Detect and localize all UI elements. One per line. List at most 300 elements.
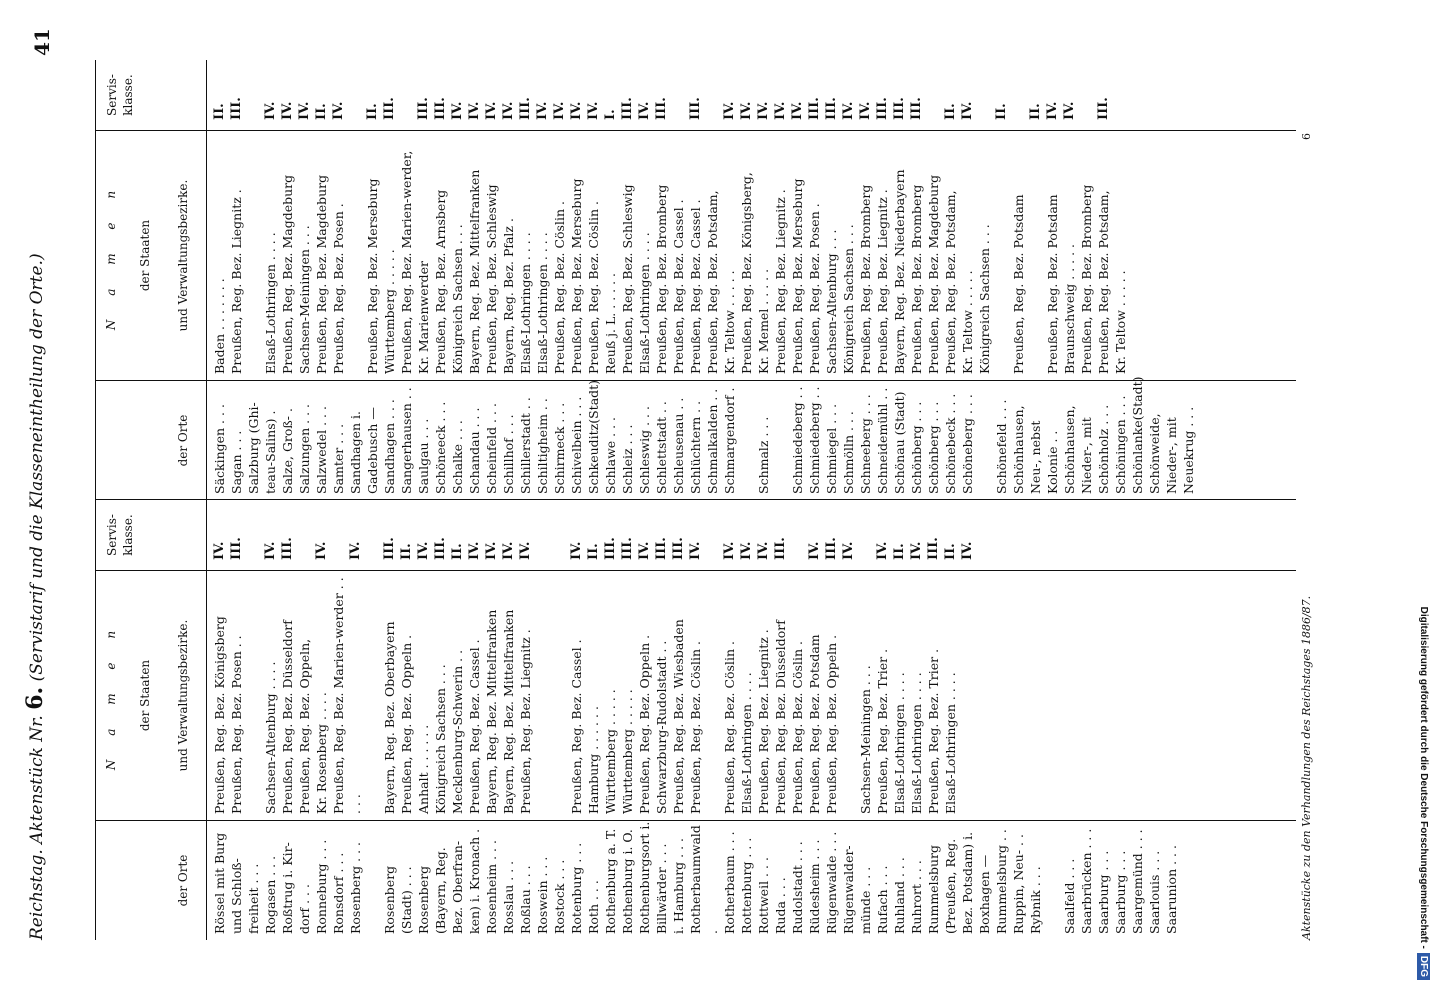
state-district: Preußen, Reg. Bez. Potsdam,	[943, 190, 958, 374]
place-name: Sangerhausen . .	[399, 387, 414, 494]
servis-class: II.	[399, 543, 414, 560]
servis-class: IV.	[569, 541, 584, 560]
servis-class: III.	[382, 537, 397, 560]
state-district: Sachsen-Altenburg . . . .	[263, 661, 278, 814]
state-district: Preußen, Reg. Bez. Cassel .	[671, 199, 686, 374]
place-name: Saulgau . . .	[416, 418, 431, 494]
servis-class: IV.	[297, 101, 312, 120]
state-district: Elsaß-Lothringen . . . .	[943, 672, 958, 814]
place-name: Rüdesheim . . .	[807, 839, 822, 934]
state-district: Kr. Teltow . . . . .	[1113, 270, 1128, 374]
servis-class: III.	[654, 97, 669, 120]
servis-class: II.	[450, 543, 465, 560]
servis-class: IV.	[875, 541, 890, 560]
servis-class: III.	[416, 97, 431, 120]
dfg-sidebar	[1406, 20, 1430, 980]
state-district: Preußen, Reg. Bez. Merseburg	[790, 178, 805, 374]
state-district: Preußen, Reg. Bez. Königsberg,	[739, 172, 754, 374]
place-name: Schönhausen, Nieder-, mit	[1062, 405, 1094, 494]
place-name: Schmiegel . . .	[824, 403, 839, 494]
header-orte-right	[96, 381, 207, 500]
state-district: Preußen, Reg. Bez. Magdeburg	[314, 174, 329, 374]
place-name	[976, 381, 993, 500]
place-name: Schleiz . . .	[620, 424, 635, 494]
place-name: Rothenburg i. O.	[620, 829, 635, 934]
header-orte	[96, 821, 207, 940]
state-district: Preußen, Reg. Bez. Marien-werder . . . . .	[331, 577, 363, 814]
place-name	[1197, 381, 1214, 500]
place-name: Ruda . . .	[773, 877, 788, 934]
place-name: Schmiedeberg . .	[790, 386, 805, 494]
servis-class: III.	[654, 537, 669, 560]
servis-class: IV.	[212, 541, 227, 560]
state-district: Elsaß-Lothringen . . . .	[535, 232, 550, 374]
place-name: Rügenwalder-münde . . .	[841, 845, 873, 934]
servis-class: IV.	[280, 101, 295, 120]
servis-class: II.	[943, 543, 958, 560]
state-district: Preußen, Reg. Bez. Potsdam	[1011, 194, 1026, 374]
state-district	[364, 571, 381, 820]
state-district: Preußen, Reg. Bez. Trier .	[926, 648, 941, 814]
place-name: Schönau (Stadt)	[892, 391, 907, 494]
servis-class: IV.	[637, 541, 652, 560]
state-district: Schwarzburg-Rudolstadt . .	[654, 640, 669, 814]
state-district: Preußen, Reg. Bez. Cöslin .	[688, 641, 703, 814]
place-name: Schmalkalden . .	[705, 388, 720, 494]
servis-class: IV.	[1062, 101, 1077, 120]
servis-class: IV.	[501, 101, 516, 120]
servis-class: II.	[892, 543, 907, 560]
column-klasse-right	[96, 60, 1296, 130]
place-name: Sandhagen . . .	[382, 399, 397, 494]
state-district: Preußen, Reg. Bez. Wiesbaden	[671, 619, 686, 814]
place-name: Roth . . .	[586, 880, 601, 934]
servis-class: IV.	[552, 101, 567, 120]
state-district: Preußen, Reg. Bez. Posen .	[807, 203, 822, 374]
klasse-list-left	[211, 500, 976, 570]
state-district: Preußen, Reg. Bez. Magdeburg	[280, 174, 295, 374]
servis-class	[330, 500, 347, 560]
servis-class: IV.	[586, 101, 601, 120]
state-district: Preußen, Reg. Bez. Königsberg	[212, 616, 227, 814]
servis-class: IV.	[739, 101, 754, 120]
state-district: Preußen, Reg. Bez. Potsdam,	[1096, 190, 1111, 374]
place-name: Schönefeld . . .	[994, 399, 1009, 494]
state-district: Württemberg . . . . .	[603, 689, 618, 814]
servis-class: II.	[212, 103, 227, 120]
place-name: Schöneeck . . .	[433, 401, 448, 494]
state-district: Preußen, Reg. Bez. Bromberg	[909, 184, 924, 374]
servis-class: IV.	[960, 101, 975, 120]
servis-class: IV.	[416, 541, 431, 560]
place-name: Rummelsburg . .	[994, 829, 1009, 934]
state-district: Preußen, Reg. Bez. Posen .	[331, 203, 346, 374]
digitization-credit: Digitalisierung gefördert durch die Deutsche Forschungsgemeinschaft -	[1418, 606, 1429, 949]
state-district: Hamburg . . . . . .	[586, 706, 601, 814]
place-name: Ruhland . . .	[892, 857, 907, 934]
place-name: Ruppin, Neu- . .	[1011, 834, 1026, 934]
place-name: Schönberg . . .	[909, 401, 924, 494]
header-namen-sub2: und Verwaltungsbezirke.	[176, 619, 190, 772]
place-name: Roßlau . . .	[518, 865, 533, 934]
state-district: Preußen, Reg. Bez. Oppeln .	[399, 634, 414, 814]
place-name: Schlettstadt . .	[654, 401, 669, 494]
servis-class: IV.	[841, 101, 856, 120]
servis-class	[670, 60, 687, 120]
servis-class: IV.	[314, 541, 329, 560]
namen-list-left	[211, 571, 976, 820]
state-district	[551, 571, 568, 820]
header-namen	[96, 571, 207, 820]
state-district: Preußen, Reg. Bez. Merseburg	[569, 178, 584, 374]
state-district: Preußen, Reg. Bez. Potsdam,	[705, 190, 720, 374]
servis-class: II.	[314, 103, 329, 120]
header-namen-title-right: N a m e n	[104, 180, 118, 331]
orte-list-right	[211, 376, 1214, 500]
state-district: Preußen, Reg. Bez. Cöslin .	[790, 641, 805, 814]
state-district: Königreich Sachsen . . .	[977, 224, 992, 374]
servis-class	[245, 60, 262, 120]
state-district: Preußen, Reg. Bez. Oppeln,	[297, 638, 312, 814]
column-klasse-left	[96, 500, 1296, 570]
place-name: Schlawe . . .	[603, 416, 618, 494]
place-name: Rothenburg a. T.	[603, 828, 618, 934]
state-district: Preußen, Reg. Bez. Liegnitz .	[773, 189, 788, 374]
state-district: Preußen, Reg. Bez. Potsdam	[807, 634, 822, 814]
column-namen-left	[96, 570, 1296, 820]
servis-class: IV.	[773, 101, 788, 120]
state-district: Elsaß-Lothringen . . . .	[909, 672, 924, 814]
place-name: Rudolstadt . . .	[790, 841, 805, 934]
place-name: Schneidemühl . .	[875, 387, 890, 494]
place-name	[772, 381, 789, 500]
servis-class: III.	[807, 97, 822, 120]
place-name: Rosslau . . .	[501, 860, 516, 934]
place-name: Schönebeck . . .	[943, 393, 958, 494]
servis-class: III.	[824, 97, 839, 120]
place-name: Schiltigheim . .	[535, 398, 550, 494]
place-name: Schönlanke(Stadt)	[1130, 376, 1145, 494]
place-name: Rotherbaum . . .	[722, 831, 737, 934]
servis-class: III.	[875, 97, 890, 120]
place-name: Rosenberg . . .	[348, 841, 363, 934]
servis-class: II.	[994, 103, 1009, 120]
servis-class: III.	[382, 97, 397, 120]
state-district: Elsaß-Lothringen . . . .	[263, 232, 278, 374]
servis-class: III.	[926, 537, 941, 560]
servis-class: II.	[365, 103, 380, 120]
state-district: Württemberg . . . . .	[382, 249, 397, 374]
servis-class: IV.	[467, 541, 482, 560]
servis-class: III.	[280, 537, 295, 560]
servis-class	[976, 60, 993, 120]
servis-class	[1078, 60, 1095, 120]
state-district	[959, 571, 976, 820]
state-district	[534, 571, 551, 820]
servis-class	[245, 500, 262, 560]
state-district: Preußen, Reg. Bez. Liegnitz .	[518, 629, 533, 814]
place-name: Samter . . .	[331, 423, 346, 494]
servis-class: IV.	[263, 541, 278, 560]
servis-class: IV.	[348, 541, 363, 560]
dfg-logo: DFG	[1417, 953, 1430, 980]
servis-class: III.	[603, 537, 618, 560]
servis-class: IV.	[518, 541, 533, 560]
servis-class	[1010, 60, 1027, 120]
state-district: Preußen, Reg. Bez. Cöslin .	[722, 641, 737, 814]
place-name: Schirmeck . . .	[552, 402, 567, 494]
state-district: Braunschweig . . . . .	[1062, 243, 1077, 374]
state-district	[1027, 131, 1044, 380]
servis-class: IV.	[331, 101, 346, 120]
place-name: Rosenheim . . .	[484, 840, 499, 934]
place-name: Salzungen . . .	[297, 404, 312, 494]
table-right-half	[96, 60, 1296, 500]
state-district: Königreich Sachsen . . .	[433, 664, 448, 814]
place-name	[738, 381, 755, 500]
header-klasse	[96, 500, 207, 570]
place-name: Saargemünd . . .	[1130, 829, 1145, 934]
servis-class: IV.	[484, 101, 499, 120]
place-name: Salze, Groß- .	[280, 408, 295, 494]
servis-class: II.	[1028, 103, 1043, 120]
state-district: Elsaß-Lothringen . . . .	[892, 672, 907, 814]
state-district: Bayern, Reg. Bez. Mittelfranken	[501, 609, 516, 814]
servis-class: IV.	[535, 101, 550, 120]
state-district: Preußen, Reg. Bez. Magdeburg	[926, 174, 941, 374]
document-number: 6.	[22, 686, 48, 710]
place-name: Roswein . . .	[535, 856, 550, 934]
place-name: Saarbrücken . . .	[1079, 828, 1094, 934]
servis-class: III.	[909, 97, 924, 120]
servis-class: IV.	[1045, 101, 1060, 120]
servis-class: IV.	[637, 101, 652, 120]
servis-class: III.	[620, 537, 635, 560]
header-namen-right	[96, 131, 207, 380]
state-district: Preußen, Reg. Bez. Liegnitz .	[875, 189, 890, 374]
servis-class: III.	[518, 97, 533, 120]
servis-class	[704, 60, 721, 120]
servis-class: III.	[229, 97, 244, 120]
place-name: Sagan . . .	[229, 430, 244, 494]
place-name: Schleswig . . .	[637, 406, 652, 494]
namen-list-right	[211, 131, 1129, 380]
state-district: Sachsen-Altenburg . . .	[824, 229, 839, 374]
servis-class	[398, 60, 415, 120]
place-name: Salzburg (Ghi-teau-Salins) .	[246, 402, 278, 494]
state-district: Anhalt . . . . . .	[416, 724, 431, 814]
state-district: Kr. Teltow . . . . .	[722, 270, 737, 374]
place-name: Schönhausen, Neu-, nebst Kolonie . .	[1011, 405, 1060, 494]
servis-class: IV.	[756, 101, 771, 120]
state-district: Königreich Sachsen . . .	[450, 224, 465, 374]
column-orte-right	[96, 376, 1296, 500]
servis-class: III.	[688, 97, 703, 120]
servis-class: III.	[824, 537, 839, 560]
servis-class	[857, 500, 874, 560]
place-name: Rosenberg (Stadt) . . .	[382, 865, 414, 934]
state-district: Preußen, Reg. Bez. Oppeln .	[824, 634, 839, 814]
servis-class: II.	[586, 543, 601, 560]
state-district: Elsaß-Lothringen . . . .	[739, 672, 754, 814]
header-klasse-label: Servis-klasse.	[105, 514, 135, 556]
orte-list-left	[211, 821, 1180, 940]
servis-class: IV.	[960, 541, 975, 560]
state-district: Sachsen-Meiningen . . .	[858, 665, 873, 814]
state-district: Bayern, Reg. Bez. Niederbayern	[892, 169, 907, 374]
place-name: Ruhrort . . .	[909, 860, 924, 934]
state-district: Preußen, Reg. Bez. Merseburg	[365, 178, 380, 374]
state-district: Kr. Teltow . . . . .	[960, 270, 975, 374]
place-name: Schivelbein . . .	[569, 396, 584, 494]
state-district	[245, 571, 262, 820]
place-name: Schöneberg . . .	[960, 394, 975, 494]
state-district: Bayern, Reg. Bez. Oberbayern	[382, 621, 397, 814]
place-name: Schlüchtern . .	[688, 400, 703, 494]
servis-class	[296, 500, 313, 560]
column-namen-right	[96, 130, 1296, 380]
servis-class: II.	[943, 103, 958, 120]
page-number: 41	[30, 28, 54, 56]
state-district: Preußen, Reg. Bez. Bromberg	[654, 184, 669, 374]
header-klasse-right	[96, 60, 207, 130]
state-district: Preußen, Reg. Bez. Potsdam	[1045, 194, 1060, 374]
servis-class: IV.	[484, 541, 499, 560]
place-name: Rottenburg . . .	[739, 837, 754, 934]
place-name: Salzwedel . . .	[314, 406, 329, 494]
state-district: Königreich Sachsen . . .	[841, 224, 856, 374]
state-district: Preußen, Reg. Bez. Liegnitz .	[229, 189, 244, 374]
state-district: Preußen, Reg. Bez. Cassel .	[688, 199, 703, 374]
state-district: Preußen, Reg. Bez. Cassel .	[467, 639, 482, 814]
state-district: Preußen, Reg. Bez. Bromberg	[1079, 184, 1094, 374]
place-name	[1044, 821, 1061, 940]
state-district	[245, 131, 262, 380]
servis-class: IV.	[807, 541, 822, 560]
place-name: Ronsdorf . . .	[331, 852, 346, 934]
place-name: Rufach . . .	[875, 865, 890, 934]
header-orte-label: der Orte	[176, 854, 190, 907]
running-head-prefix: Reichstag. Aktenstück Nr.	[27, 715, 47, 940]
servis-class: IV.	[739, 541, 754, 560]
state-district: Bayern, Reg. Bez. Mittelfranken	[484, 609, 499, 814]
place-name: Schillhof . . .	[501, 414, 516, 494]
state-district: Preußen, Reg. Bez. Arnsberg	[433, 189, 448, 374]
place-name: Schönweide, Nieder-, mit	[1147, 413, 1179, 494]
servis-class: III.	[1096, 97, 1111, 120]
place-name: Rössel mit Burg und Schloß-freiheit . . .	[212, 832, 261, 934]
signature-mark: 6	[1300, 133, 1313, 140]
header-namen-sub2-right: und Verwaltungsbezirke.	[176, 179, 190, 332]
servis-class: IV.	[450, 101, 465, 120]
state-district: Bayern, Reg. Bez. Mittelfranken	[467, 169, 482, 374]
state-district: Preußen, Reg. Bez. Bromberg	[858, 184, 873, 374]
servis-class	[789, 500, 806, 560]
running-head	[22, 253, 48, 940]
state-district	[704, 571, 721, 820]
servis-class: III.	[433, 97, 448, 120]
place-name: Rogasen . . .	[263, 855, 278, 934]
place-name: Schöningen . . .	[1113, 395, 1128, 494]
servis-class: IV.	[688, 541, 703, 560]
place-name: Schmölln . . .	[841, 411, 856, 494]
table-left-half	[96, 499, 1296, 940]
place-name: Schleusenau . .	[671, 397, 686, 494]
place-name: Saarlouis . . .	[1147, 850, 1162, 934]
footnote: Aktenstücke zu den Verhandlungen des Reichstages 1886/87.	[1300, 595, 1313, 940]
servis-class: IV.	[722, 541, 737, 560]
state-district: Bayern, Reg. Bez. Pfalz .	[501, 218, 516, 374]
header-orte-label-right: der Orte	[176, 414, 190, 467]
servis-class: III.	[433, 537, 448, 560]
place-name: Schönholz . . .	[1096, 404, 1111, 494]
place-name: Schmiedeberg . .	[807, 386, 822, 494]
state-district: Sachsen-Meiningen . . .	[297, 225, 312, 374]
place-name: Saalfeld . . .	[1062, 858, 1077, 934]
place-name: Schkeuditz(Stadt)	[586, 379, 601, 494]
servis-class: III.	[773, 537, 788, 560]
place-name: Schmargendorf .	[722, 387, 737, 494]
servis-class: IV.	[909, 541, 924, 560]
place-name: Rottweil . . .	[756, 857, 771, 934]
state-district: Preußen, Reg. Bez. Düsseldorf	[773, 620, 788, 814]
servis-table	[95, 60, 1296, 940]
place-name	[364, 821, 381, 940]
state-district: Preußen, Reg. Bez. Schleswig	[484, 184, 499, 374]
servis-class	[364, 500, 381, 560]
header-namen-title: N a m e n	[104, 620, 118, 771]
header-namen-sub1-right: der Staaten	[138, 219, 152, 292]
servis-class: IV.	[756, 541, 771, 560]
state-district: Baden . . . . . . .	[212, 278, 227, 374]
place-name: Schönberg . . .	[926, 401, 941, 494]
place-name: Saarburg . . .	[1113, 850, 1128, 934]
state-district: Kr. Rosenberg . . . .	[314, 692, 329, 814]
place-name: Saarunion . . .	[1164, 845, 1179, 934]
place-name: Ronneburg . . .	[314, 839, 329, 934]
place-name: Rummelsburg (Preußen, Reg. Bez. Potsdam) i. Boxhagen —	[926, 831, 992, 934]
servis-class: IV.	[858, 101, 873, 120]
state-district: Preußen, Reg. Bez. Liegnitz .	[756, 629, 771, 814]
servis-class	[704, 500, 721, 560]
servis-class: IV.	[467, 101, 482, 120]
running-head-title: (Servistarif und die Klasseneintheilung der Orte.)	[27, 253, 47, 682]
place-name: Säckingen . . .	[212, 404, 227, 494]
state-district: Kr. Memel . . . . .	[756, 268, 771, 374]
place-name: Rügenwalde . . .	[824, 831, 839, 934]
state-district: Preußen, Reg. Bez. Schleswig	[620, 184, 635, 374]
state-district: Preußen, Reg. Bez. Marien-werder, Kr. Marienwerder	[399, 150, 431, 374]
place-name: Sandhagen i. Gadebusch —	[348, 407, 380, 494]
state-district: Preußen, Reg. Bez. Cöslin .	[552, 201, 567, 374]
servis-class	[347, 60, 364, 120]
servis-class: IV.	[263, 101, 278, 120]
place-name: Neuekrug . . .	[1181, 406, 1196, 494]
place-name: Rostock . . .	[552, 859, 567, 934]
state-district	[993, 131, 1010, 380]
state-district: Preußen, Reg. Bez. Düsseldorf	[280, 620, 295, 814]
place-name: Rosenberg (Bayern, Reg. Bez. Oberfran-ken) i. Kronach .	[416, 828, 482, 934]
place-name: Rothenburgsort i. Billwärder . . .	[637, 821, 669, 934]
servis-class: III.	[229, 537, 244, 560]
place-name: Rotenburg . . .	[569, 842, 584, 934]
state-district: Preußen, Reg. Bez. Oppeln .	[637, 634, 652, 814]
place-name: Schneeberg . . .	[858, 394, 873, 494]
place-name: Schmalz . . .	[756, 416, 771, 494]
servis-class: IV.	[501, 541, 516, 560]
servis-class: III.	[671, 537, 686, 560]
header-klasse-label-right: Servis-klasse.	[105, 74, 135, 116]
